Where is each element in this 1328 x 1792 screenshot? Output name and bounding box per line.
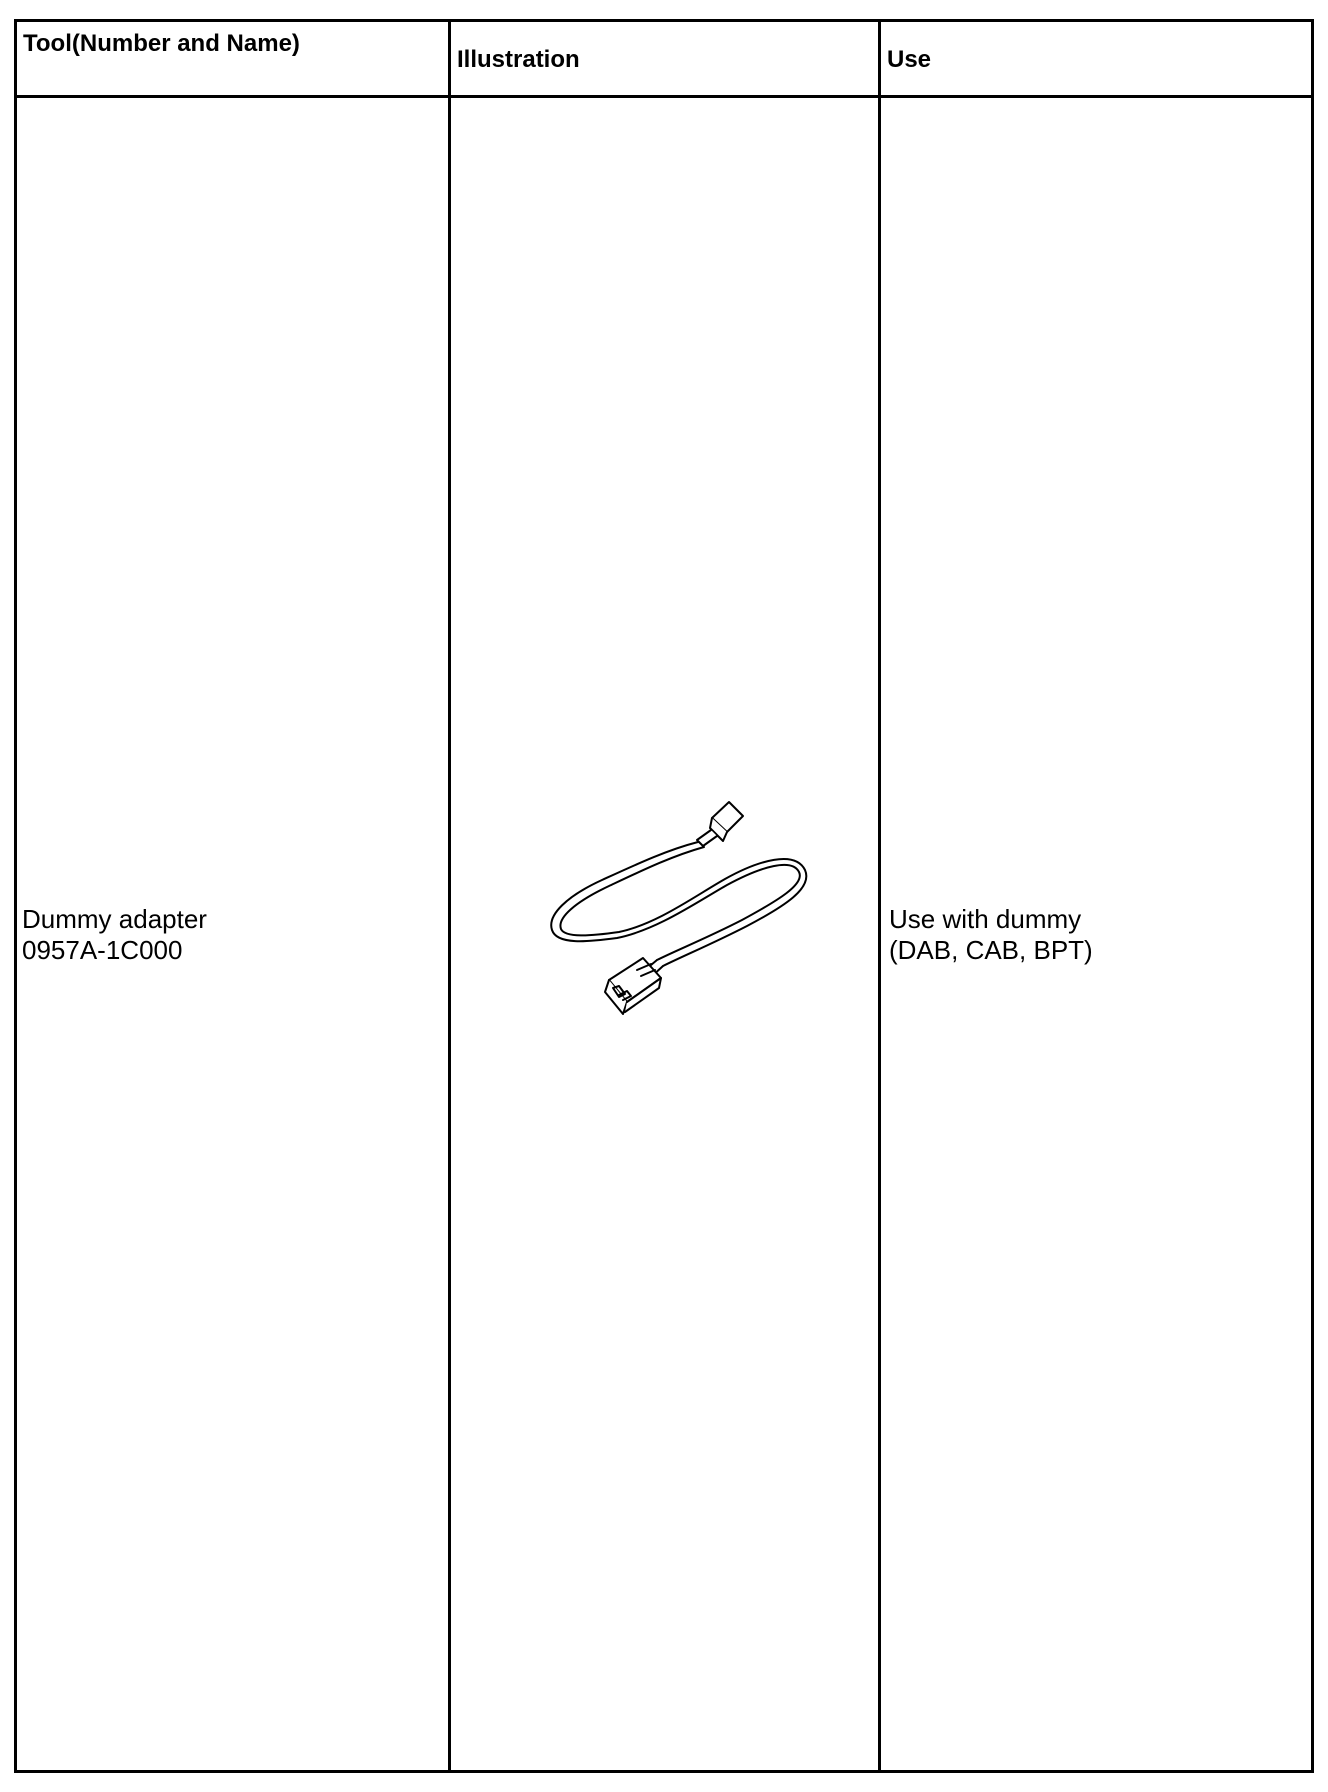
header-tool: Tool(Number and Name) [23,30,300,57]
tool-number: 0957A-1C000 [22,935,183,965]
header-use: Use [887,46,932,73]
column-divider [448,22,451,1770]
tool-name: Dummy adapter [22,904,207,934]
use-line-1: Use with dummy [889,904,1082,934]
dummy-adapter-cable-connector-icon [547,780,827,1030]
header-illustration: Illustration [457,46,580,73]
use-line-2: (DAB, CAB, BPT) [889,935,1093,965]
cell-use [889,904,1093,966]
column-divider [878,22,881,1770]
cell-tool [22,904,207,966]
special-tool-table [14,19,1314,1773]
table-header-row [17,22,1311,98]
